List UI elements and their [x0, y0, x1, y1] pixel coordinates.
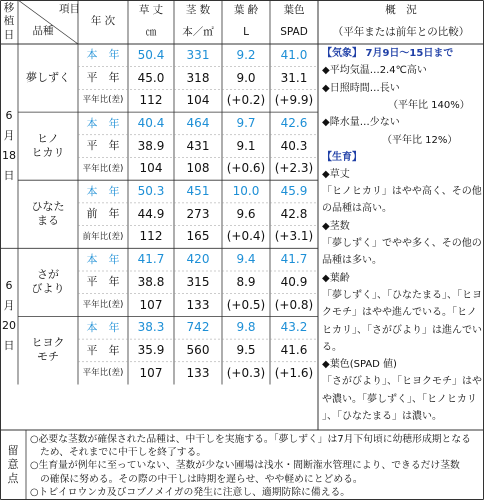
header-date-char: 植	[3, 15, 15, 28]
date-char: 日	[3, 339, 15, 353]
value-cell: 9.0	[236, 70, 256, 85]
header-col	[270, 0, 318, 44]
value-cell: 273	[186, 206, 210, 221]
value-cell: (+3.1)	[274, 229, 314, 244]
value-cell: 112	[139, 93, 163, 108]
variety-name	[18, 248, 78, 316]
overview-line: ◆葉色(SPAD 値)	[322, 359, 397, 371]
value-cell: 104	[139, 161, 163, 176]
row-label: 本 年	[86, 320, 120, 334]
value-cell: 35.9	[137, 342, 165, 357]
value-cell: 41.0	[280, 47, 308, 62]
value-cell: 50.4	[137, 47, 165, 62]
date-char: 20	[2, 319, 16, 333]
footer-note-line: ○トビイロウンカ及びコブノメイガの発生に注意し、適期防除に備える。	[30, 486, 351, 498]
overview-line: ◆草丈	[322, 168, 350, 180]
value-cell: (+0.4)	[226, 229, 266, 244]
overview-line: ◆平均気温…2.4℃高い	[322, 65, 427, 77]
header-col-unit: SPAD	[280, 26, 308, 39]
variety-name-line: モチ	[37, 350, 59, 364]
overview-line: 」、「ひなたまる」は濃い。	[322, 411, 442, 422]
value-cell: (+0.2)	[226, 93, 266, 108]
value-cell: 133	[186, 365, 210, 380]
header-overview	[318, 0, 484, 44]
date-char: 6	[5, 108, 13, 122]
value-cell: 108	[186, 161, 210, 176]
footer-note-line: ため、それまでに中干しを終了する。	[40, 447, 207, 459]
value-cell: 38.3	[137, 320, 165, 335]
value-cell: 44.9	[137, 206, 165, 221]
variety-name-line: 夢しずく	[26, 71, 70, 84]
value-cell: (+0.3)	[226, 365, 266, 380]
variety-name	[18, 316, 78, 384]
overview-line: 「夢しずく」、「ひなたまる」、「ヒヨ	[322, 289, 482, 301]
header-col-unit: 本／㎡	[182, 26, 214, 39]
row-label: 平 年	[86, 139, 120, 153]
value-cell: 10.0	[232, 184, 260, 199]
row-label: 平年比(差)	[82, 163, 124, 174]
header-col-unit: ㎝	[145, 26, 157, 39]
overview-section-heading: 【生育】	[322, 151, 362, 163]
value-cell: 40.9	[280, 274, 308, 289]
overview-section-heading: 【気象】 7月9日～15日まで	[322, 48, 454, 59]
footer-note-line: ○必要な茎数が確保された品種は、中干しを実施する。「夢しずく」は7月下旬頃に幼穂形成期となる	[30, 434, 471, 445]
header-transplant-date	[0, 0, 18, 44]
value-cell: (+1.6)	[274, 365, 314, 380]
date-char: 6	[5, 279, 13, 293]
value-cell: 104	[186, 93, 210, 108]
value-cell: 420	[186, 252, 210, 267]
value-cell: 318	[186, 70, 210, 85]
value-cell: 42.8	[280, 206, 308, 221]
header-col	[174, 0, 222, 44]
value-cell: 742	[186, 320, 210, 335]
value-cell: 9.6	[236, 206, 256, 221]
value-cell: (+0.8)	[274, 297, 314, 312]
value-cell: 107	[139, 365, 163, 380]
value-cell: 315	[186, 274, 210, 289]
value-cell: (+9.9)	[274, 93, 314, 108]
value-cell: 45.9	[280, 184, 308, 199]
value-cell: 41.6	[280, 342, 308, 357]
header-date-char: 日	[3, 28, 15, 41]
variety-name-line: びより	[31, 282, 65, 296]
value-cell: 38.8	[137, 274, 165, 289]
overview-line: の品種は高い。	[322, 203, 392, 215]
value-cell: 41.7	[280, 252, 308, 267]
value-cell: 133	[186, 297, 210, 312]
row-label: 本 年	[86, 48, 120, 62]
header-col-unit: L	[243, 26, 249, 39]
value-cell: 464	[186, 115, 210, 130]
value-cell: 41.7	[137, 252, 165, 267]
value-cell: (+0.6)	[226, 161, 266, 176]
value-cell: 31.1	[280, 70, 308, 85]
header-variety: 品種	[32, 25, 54, 38]
overview-line: ヒカリ」、「さがびより」は進んでい	[322, 324, 482, 336]
overview-line: ◆降水量…少ない	[322, 117, 400, 129]
overview-line: 「ヒノヒカリ」はやや高く、その他	[322, 186, 482, 198]
value-cell: 40.4	[137, 115, 165, 130]
header-col-name: 葉 齢	[233, 4, 259, 17]
overview-line: ◆茎数	[322, 220, 350, 232]
value-cell: 165	[186, 229, 210, 244]
footer-label-char: 意	[7, 457, 19, 471]
value-cell: (+2.3)	[274, 161, 314, 176]
value-cell: 9.5	[236, 342, 256, 357]
overview-line: 「夢しずく」でやや多く、その他の	[322, 238, 482, 249]
value-cell: 107	[139, 297, 163, 312]
value-cell: 9.8	[236, 320, 256, 335]
value-cell: 40.3	[280, 138, 308, 153]
transplant-date-group	[0, 248, 18, 384]
row-label: 平年比(差)	[82, 95, 124, 106]
row-label: 平 年	[86, 343, 120, 357]
overview-line: ◆日照時間…長い	[322, 82, 400, 94]
value-cell: 331	[186, 47, 210, 62]
header-col-name: 草 丈	[138, 4, 164, 17]
value-cell: 9.7	[236, 115, 256, 130]
footer-note-line: ○生育量が例年に至っていない、茎数が少ない圃場は浅水・間断潅水管理により、できるだけ茎数	[30, 460, 460, 472]
value-cell: 431	[186, 138, 210, 153]
value-cell: 42.6	[280, 115, 308, 130]
row-label: 平 年	[86, 275, 120, 289]
footer-label	[0, 430, 26, 500]
variety-name-line: ひなた	[31, 200, 65, 214]
overview-line: クモチ」はやや進んでいる。「ヒノ	[322, 307, 477, 319]
date-char: 月	[3, 299, 15, 313]
variety-name-line: まる	[37, 214, 59, 228]
footer-label-char: 点	[7, 472, 19, 486]
overview-line: 品種は多い。	[322, 255, 382, 267]
overview-line: （平年比 140%）	[388, 99, 470, 111]
header-overview-title: 概 況	[385, 4, 417, 17]
value-cell: 38.9	[137, 138, 165, 153]
value-cell: 560	[186, 342, 210, 357]
row-label: 本 年	[86, 184, 120, 198]
overview-line: ◆葉齢	[322, 272, 350, 284]
row-label: 本 年	[86, 252, 120, 266]
header-col	[222, 0, 270, 44]
value-cell: 8.9	[236, 274, 256, 289]
header-col-name: 茎 数	[185, 4, 211, 17]
header-col-name: 葉色	[283, 4, 305, 17]
row-label: 平 年	[86, 71, 120, 85]
variety-name-line: ヒヨク	[31, 336, 65, 350]
row-label: 平年比(差)	[82, 299, 124, 310]
overview-line: （平年比 12%）	[382, 134, 458, 146]
value-cell: 9.1	[236, 138, 256, 153]
transplant-date-group	[0, 44, 18, 248]
footer-label-char: 留	[7, 443, 19, 457]
variety-name-line: ヒノ	[37, 132, 59, 146]
variety-name	[18, 44, 78, 112]
value-cell: 451	[186, 184, 210, 199]
variety-name-line: さが	[37, 268, 59, 282]
value-cell: 112	[139, 229, 163, 244]
header-item: 項目	[59, 3, 80, 16]
header-overview-sub: （平年または前年との比較）	[332, 26, 470, 39]
date-char: 18	[2, 149, 16, 163]
header-year: 年 次	[90, 15, 116, 28]
header-col	[128, 0, 174, 44]
footer-note-line: の確保に努める。その際の中干しは時期を遅らせ、やや軽めにとどめる。	[40, 473, 363, 485]
row-label: 平年比(差)	[82, 367, 124, 378]
value-cell: 43.2	[280, 320, 308, 335]
value-cell: 45.0	[137, 70, 165, 85]
date-char: 月	[3, 129, 15, 143]
overview-line: る。	[322, 341, 342, 353]
value-cell: (+0.5)	[226, 297, 266, 312]
value-cell: 50.3	[137, 184, 165, 199]
overview-line: や濃い。「夢しずく」、「ヒノヒカリ	[322, 393, 477, 405]
header-date-char: 移	[3, 1, 15, 14]
row-label: 前年比(差)	[82, 231, 124, 242]
overview-line: 「さがびより」、「ヒヨクモチ」はや	[322, 376, 482, 388]
date-char: 日	[3, 169, 15, 183]
variety-name	[18, 112, 78, 180]
value-cell: 9.2	[236, 47, 256, 62]
variety-name	[18, 180, 78, 248]
row-label: 前 年	[86, 207, 120, 221]
row-label: 本 年	[86, 116, 120, 130]
variety-name-line: ヒカリ	[31, 146, 65, 160]
value-cell: 9.4	[236, 252, 256, 267]
